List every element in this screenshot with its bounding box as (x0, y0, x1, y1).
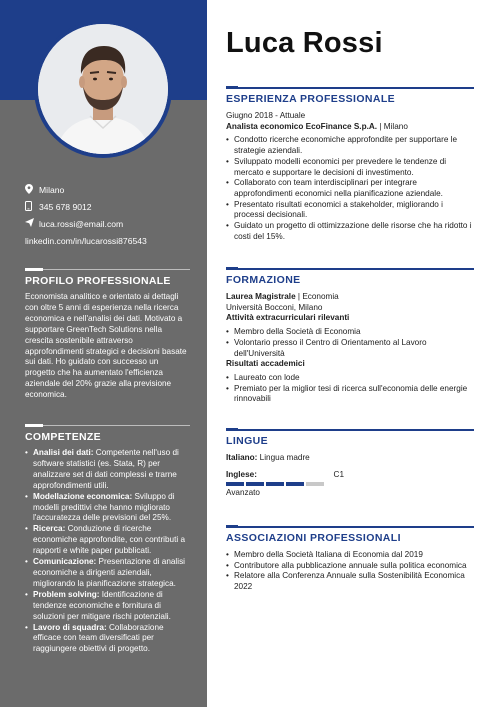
skills-list (25, 448, 190, 655)
profile-photo-frame (34, 20, 172, 158)
phone-text[interactable]: 345 678 9012 (39, 201, 92, 212)
activities-list (226, 327, 474, 359)
language-row (226, 470, 344, 479)
list-item: • Relatore alla Conferenza Annuale sulla Sostenibilità Economica 2022 (226, 571, 474, 592)
page-title: Luca Rossi (226, 27, 383, 59)
awards-list (226, 373, 474, 405)
associations-title: ASSOCIAZIONI PROFESSIONALI (226, 532, 401, 544)
associations-section (226, 525, 474, 593)
email-text[interactable]: luca.rossi@email.com (39, 218, 124, 229)
linkedin-link[interactable]: linkedin.com/in/lucarossi876543 (25, 236, 147, 246)
activities-title: Attività extracurriculari rilevanti (226, 313, 350, 323)
profile-section (25, 268, 190, 401)
list-item: • Lavoro di squadra: Collaborazione efficace con team diversificati per raggiungere obiettivi di progetto. (25, 623, 190, 656)
experience-title: ESPERIENZA PROFESSIONALE (226, 93, 396, 105)
section-divider (43, 269, 190, 270)
list-item: • Problem solving: Identificazione di tendenze economiche e fornitura di soluzioni per mitigare rischi potenziali. (25, 590, 190, 623)
send-email-icon (25, 218, 39, 229)
contact-info (25, 181, 200, 246)
list-item: • Premiato per la miglior tesi di ricerca sull'economia delle energie rinnovabili (226, 384, 474, 405)
list-item: • Contributore alla pubblicazione annuale sulla politica economica (226, 561, 474, 572)
list-item: • Presentato risultati economici a stakeholder, migliorando i processi decisionali. (226, 200, 474, 221)
section-rule (226, 267, 474, 270)
skills-section (25, 424, 190, 655)
experience-role: Analista economico EcoFinance S.p.A. | Milano (226, 121, 408, 131)
location-text: Milano (39, 184, 65, 195)
sidebar (0, 0, 207, 707)
list-item: • Guidato un progetto di ottimizzazione delle risorse che ha ridotto i costi del 15%. (226, 221, 474, 242)
list-item: • Volontario presso il Centro di Orientamento al Lavoro dell'Università (226, 338, 474, 359)
list-item: • Membro della Società di Economia (226, 327, 474, 338)
level-segment (246, 482, 264, 486)
list-item: • Laureato con lode (226, 373, 474, 384)
list-item: • Ricerca: Conduzione di ricerche economiche approfondite, con contributi a rapporti e white paper pubblicati. (25, 524, 190, 557)
list-item: • Membro della Società Italiana di Economia dal 2019 (226, 550, 474, 561)
list-item: • Modellazione economica: Sviluppo di modelli predittivi che hanno migliorato l'accuratezza delle previsioni del 25%. (25, 492, 190, 525)
level-segment (286, 482, 304, 486)
profile-photo (38, 24, 168, 154)
experience-dates: Giugno 2018 - Attuale (226, 111, 306, 120)
experience-bullets (226, 135, 474, 242)
contact-location (25, 181, 200, 198)
section-divider (43, 425, 190, 426)
languages-title: LINGUE (226, 435, 269, 447)
awards-title: Risultati accademici (226, 359, 305, 369)
phone-icon (25, 201, 39, 213)
skills-title: COMPETENZE (25, 431, 101, 443)
language-level-bars (226, 482, 474, 486)
language-name: Inglese: (226, 469, 257, 479)
list-item: • Comunicazione: Presentazione di analisi economiche a dirigenti aziendali, migliorando la pianificazione strategica. (25, 557, 190, 590)
languages-section (226, 428, 474, 498)
list-item: • Collaborato con team interdisciplinari per integrare approfondimenti economici nella pianificazione aziendale. (226, 178, 474, 199)
location-pin-icon (25, 184, 39, 196)
education-title: FORMAZIONE (226, 274, 301, 286)
list-item: • Analisi dei dati: Competente nell'uso di software statistici (es. Stata, R) per analizzare set di dati complessi e trarne approfondimenti utili. (25, 448, 190, 492)
level-segment (306, 482, 324, 486)
native-language: Italiano: Lingua madre (226, 453, 310, 462)
list-item: • Sviluppato modelli economici per prevedere le tendenze di mercato e supportare le decisioni di investimento. (226, 157, 474, 178)
level-segment (226, 482, 244, 486)
section-rule (226, 86, 474, 89)
section-accent-bar (25, 424, 43, 427)
section-accent-bar (25, 268, 43, 271)
list-item: • Condotto ricerche economiche approfondite per supportare le strategie aziendali. (226, 135, 474, 156)
section-rule (226, 525, 474, 528)
section-rule (226, 428, 474, 431)
profile-text: Economista analitico e orientato ai dettagli con oltre 5 anni di esperienza nella ricerca economica e nell'analisi dei dati. Motivato a supportare GreenTech Solutions nella crescita sostenibile attraverso approfondimenti strategici e decisioni basate sui dati. Ho guidato con successo un progetto che ha aumentato l'efficienza aziendale del 20% grazie alla previsione economica. (25, 292, 187, 400)
education-section (226, 267, 474, 405)
contact-phone (25, 198, 200, 215)
profile-title: PROFILO PROFESSIONALE (25, 275, 171, 287)
education-school: Università Bocconi, Milano (226, 302, 323, 312)
contact-email (25, 215, 200, 232)
experience-section (226, 86, 474, 242)
level-segment (266, 482, 284, 486)
education-degree: Laurea Magistrale | Economia (226, 292, 339, 301)
person-portrait-icon (38, 24, 168, 154)
associations-list (226, 550, 474, 593)
language-description: Avanzato (226, 487, 260, 497)
language-level: C1 (333, 469, 344, 479)
